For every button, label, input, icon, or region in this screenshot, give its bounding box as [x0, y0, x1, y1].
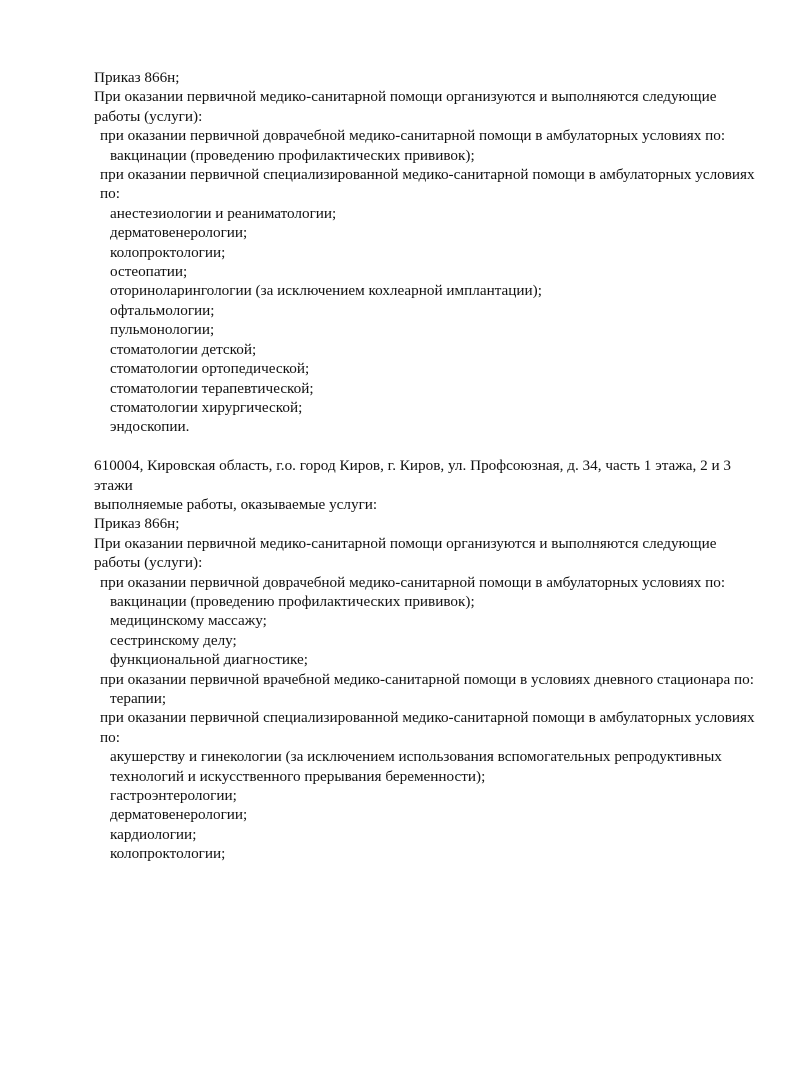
- service-item: эндоскопии.: [110, 418, 190, 436]
- section-heading: при оказании первичной врачебной медико-санитарной помощи в условиях дневного стационара по:: [100, 670, 754, 688]
- service-item: кардиологии;: [110, 825, 197, 843]
- service-item: сестринскому делу;: [110, 631, 237, 649]
- service-item: стоматологии хирургической;: [110, 398, 303, 416]
- service-item: дерматовенерологии;: [110, 224, 248, 242]
- block-spacer: [94, 437, 764, 456]
- order-reference: Приказ 866н;: [94, 69, 180, 86]
- order-reference: Приказ 866н;: [94, 515, 180, 533]
- services-intro: При оказании первичной медико-санитарной помощи организуются и выполняются следующие работы (услуги):: [94, 534, 721, 572]
- service-item: стоматологии терапевтической;: [110, 379, 314, 397]
- document-page: [94, 68, 764, 864]
- services-intro: При оказании первичной медико-санитарной помощи организуются и выполняются следующие работы (услуги):: [94, 88, 721, 125]
- service-item: стоматологии ортопедической;: [110, 360, 310, 378]
- section-heading: при оказании первичной специализированной медико-санитарной помощи в амбулаторных условиях по:: [100, 166, 759, 203]
- service-item: колопроктологии;: [110, 243, 226, 261]
- service-item: офтальмологии;: [110, 301, 215, 319]
- service-item: стоматологии детской;: [110, 340, 257, 358]
- service-item: колопроктологии;: [110, 845, 226, 863]
- section-heading: при оказании первичной доврачебной медико-санитарной помощи в амбулаторных условиях по:: [100, 573, 726, 591]
- works-label: выполняемые работы, оказываемые услуги:: [94, 495, 378, 513]
- service-item: остеопатии;: [110, 263, 188, 281]
- service-item: медицинскому массажу;: [110, 612, 267, 630]
- service-item: вакцинации (проведению профилактических прививок);: [110, 146, 475, 164]
- service-item: анестезиологии и реаниматологии;: [110, 204, 337, 222]
- service-item: дерматовенерологии;: [110, 806, 248, 824]
- section-heading: при оказании первичной специализированной медико-санитарной помощи в амбулаторных условиях по:: [100, 709, 759, 746]
- service-item: оториноларингологии (за исключением кохлеарной имплантации);: [110, 282, 542, 300]
- service-item: гастроэнтерологии;: [110, 787, 237, 805]
- service-item: терапии;: [110, 689, 167, 707]
- service-item: функциональной диагностике;: [110, 651, 308, 669]
- address: 610004, Кировская область, г.о. город Киров, г. Киров, ул. Профсоюзная, д. 34, часть 1 этажа, 2 и 3 этажи: [94, 457, 735, 494]
- service-item: пульмонологии;: [110, 321, 215, 339]
- section-heading: при оказании первичной доврачебной медико-санитарной помощи в амбулаторных условиях по:: [100, 127, 726, 145]
- service-item: вакцинации (проведению профилактических прививок);: [110, 592, 475, 610]
- service-item: акушерству и гинекологии (за исключением использования вспомогательных репродуктивных технологий и искусственного прерывания беременности);: [110, 748, 726, 785]
